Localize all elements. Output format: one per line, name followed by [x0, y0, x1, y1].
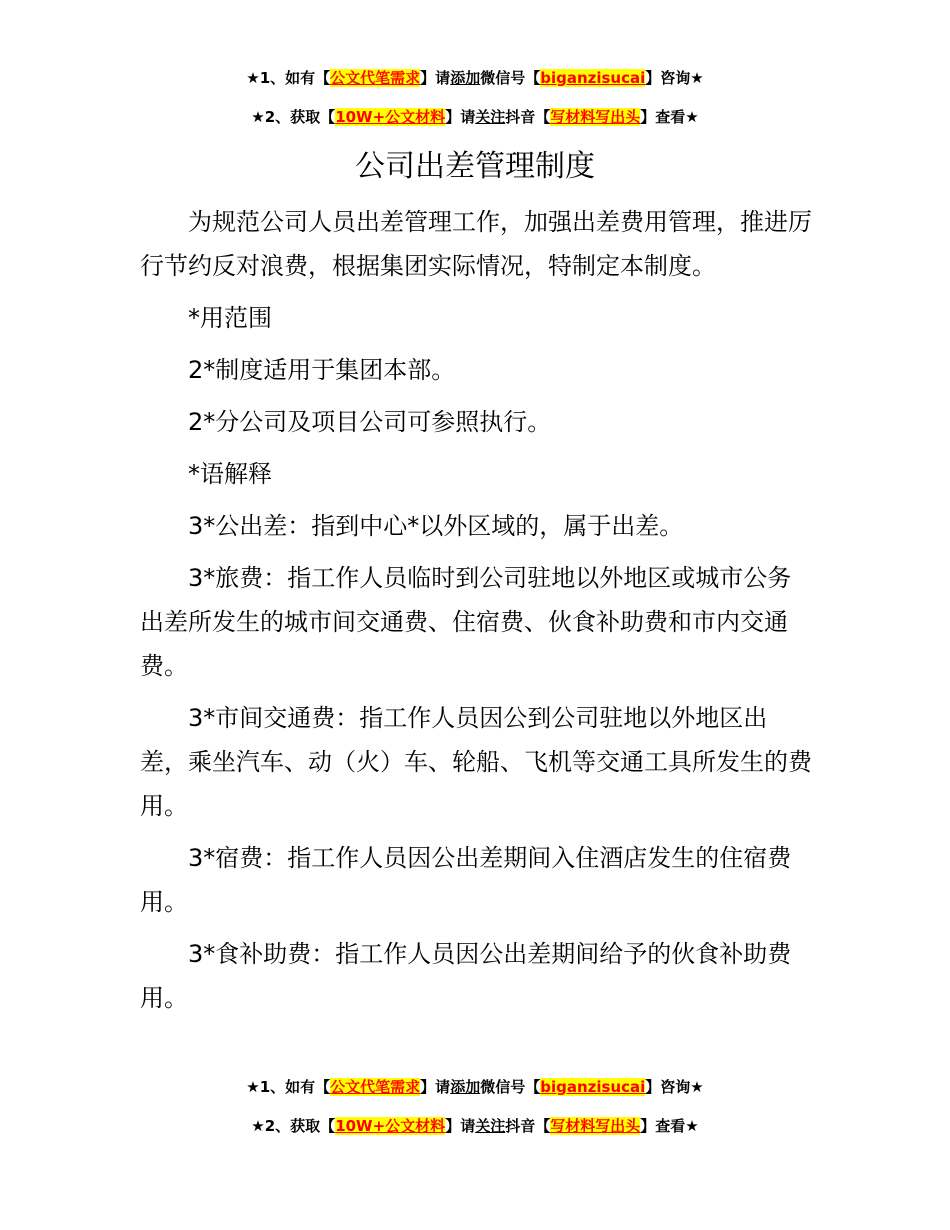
banner-text: 】请 — [420, 69, 451, 87]
banner-highlight: 10W+公文材料 — [335, 1117, 446, 1135]
banner-text: 】查看★ — [640, 108, 699, 126]
header-banner-line-1 — [0, 67, 950, 89]
banner-underline: 添加 — [450, 1078, 481, 1096]
header-banner-line-2 — [0, 106, 950, 128]
banner-highlight: 公文代笔需求 — [330, 1078, 421, 1096]
banner-text: ★2、获取【 — [251, 108, 336, 126]
banner-text: 】咨询★ — [645, 1078, 704, 1096]
banner-text: 】咨询★ — [645, 69, 704, 87]
paragraph-heading-terms: *语解释 — [188, 460, 272, 488]
paragraph-intro: 为规范公司人员出差管理工作，加强出差费用管理，推进厉行节约反对浪费，根据集团实际情况，特制定本制度。 — [140, 208, 812, 280]
banner-text: 微信号【 — [480, 69, 541, 87]
banner-douyin-id: 写材料写出头 — [550, 1117, 641, 1135]
banner-underline: 关注 — [475, 108, 506, 126]
banner-text: 】请 — [445, 108, 476, 126]
banner-text: 】请 — [420, 1078, 451, 1096]
banner-text: ★1、如有【 — [246, 69, 331, 87]
banner-text: 】查看★ — [640, 1117, 699, 1135]
document-body — [140, 200, 812, 1028]
banner-text: 抖音【 — [505, 1117, 551, 1135]
banner-highlight: 10W+公文材料 — [335, 108, 446, 126]
banner-highlight: 公文代笔需求 — [330, 69, 421, 87]
paragraph-term-travel-expenses: 3*旅费：指工作人员临时到公司驻地以外地区或城市公务出差所发生的城市间交通费、住宿费、伙食补助费和市内交通费。 — [140, 564, 792, 680]
banner-text: 】请 — [445, 1117, 476, 1135]
paragraph-term-accommodation: 3*宿费：指工作人员因公出差期间入住酒店发生的住宿费用。 — [140, 844, 792, 916]
banner-underline: 添加 — [450, 69, 481, 87]
paragraph-term-intercity-transport: 3*市间交通费：指工作人员因公到公司驻地以外地区出差，乘坐汽车、动（火）车、轮船、飞机等交通工具所发生的费用。 — [140, 704, 812, 820]
banner-text: 抖音【 — [505, 108, 551, 126]
paragraph-scope-2: 2*分公司及项目公司可参照执行。 — [188, 408, 552, 436]
paragraph-term-business-trip: 3*公出差：指到中心*以外区域的，属于出差。 — [188, 512, 684, 540]
paragraph-heading-scope: *用范围 — [188, 304, 272, 332]
banner-text: ★1、如有【 — [246, 1078, 331, 1096]
document-title: 公司出差管理制度 — [355, 149, 595, 184]
banner-text: ★2、获取【 — [251, 1117, 336, 1135]
paragraph-scope-1: 2*制度适用于集团本部。 — [188, 356, 456, 384]
footer-banner-line-2 — [0, 1115, 950, 1137]
banner-wechat-id: biganzisucai — [540, 69, 646, 87]
paragraph-term-meal-allowance: 3*食补助费：指工作人员因公出差期间给予的伙食补助费用。 — [140, 940, 792, 1012]
banner-douyin-id: 写材料写出头 — [550, 108, 641, 126]
footer-banner-line-1 — [0, 1076, 950, 1098]
banner-wechat-id: biganzisucai — [540, 1078, 646, 1096]
banner-text: 微信号【 — [480, 1078, 541, 1096]
banner-underline: 关注 — [475, 1117, 506, 1135]
